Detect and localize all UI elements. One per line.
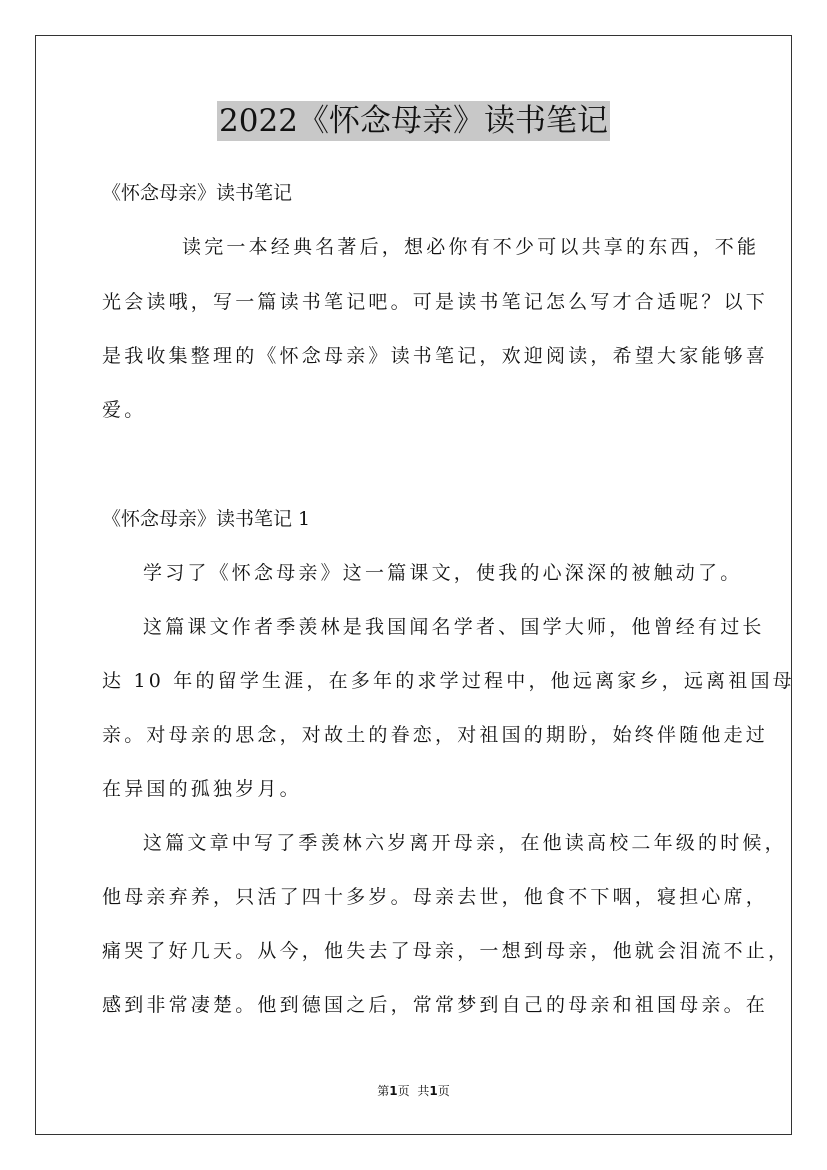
page-footer [0, 1082, 827, 1099]
total-prefix: 共 [417, 1084, 430, 1098]
page-prefix: 第 [377, 1084, 390, 1098]
body-line-8: 痛哭了好几天。从今，他失去了母亲，一想到母亲，他就会泪流不止， [102, 940, 791, 962]
page-total: 1 [429, 1084, 438, 1098]
body-line-7: 他母亲弃养，只活了四十多岁。母亲去世，他食不下咽，寝担心席， [102, 886, 769, 908]
body-line-6: 这篇文章中写了季羡林六岁离开母亲，在他读高校二年级的时候， [143, 832, 787, 854]
intro-line-4: 爱。 [102, 399, 147, 421]
body-line-2: 这篇课文作者季羡林是我国闻名学者、国学大师，他曾经有过长 [143, 616, 765, 638]
body-line-4: 亲。对母亲的思念，对故土的眷恋，对祖国的期盼，始终伴随他走过 [102, 724, 769, 746]
body-line-5: 在异国的孤独岁月。 [102, 778, 302, 800]
intro-line-1: 读完一本经典名著后，想必你有不少可以共享的东西，不能 [182, 236, 760, 258]
page-current: 1 [389, 1084, 398, 1098]
intro-line-3: 是我收集整理的《怀念母亲》读书笔记，欢迎阅读，希望大家能够喜 [102, 345, 769, 367]
body-line-9: 感到非常凄楚。他到德国之后，常常梦到自己的母亲和祖国母亲。在 [102, 994, 769, 1016]
total-suffix: 页 [437, 1084, 450, 1098]
section-heading: 《怀念母亲》读书笔记 1 [102, 508, 311, 530]
body-line-1: 学习了《怀念母亲》这一篇课文，使我的心深深的被触动了。 [143, 562, 743, 584]
intro-line-2: 光会读哦，写一篇读书笔记吧。可是读书笔记怎么写才合适呢？以下 [102, 291, 769, 313]
page-suffix: 页 [397, 1084, 410, 1098]
document-subtitle: 《怀念母亲》读书笔记 [102, 182, 293, 204]
body-line-3: 达 10 年的留学生涯，在多年的求学过程中，他远离家乡，远离祖国母 [102, 670, 795, 692]
document-title: 2022《怀念母亲》读书笔记 [219, 103, 608, 139]
title-container [0, 101, 827, 141]
